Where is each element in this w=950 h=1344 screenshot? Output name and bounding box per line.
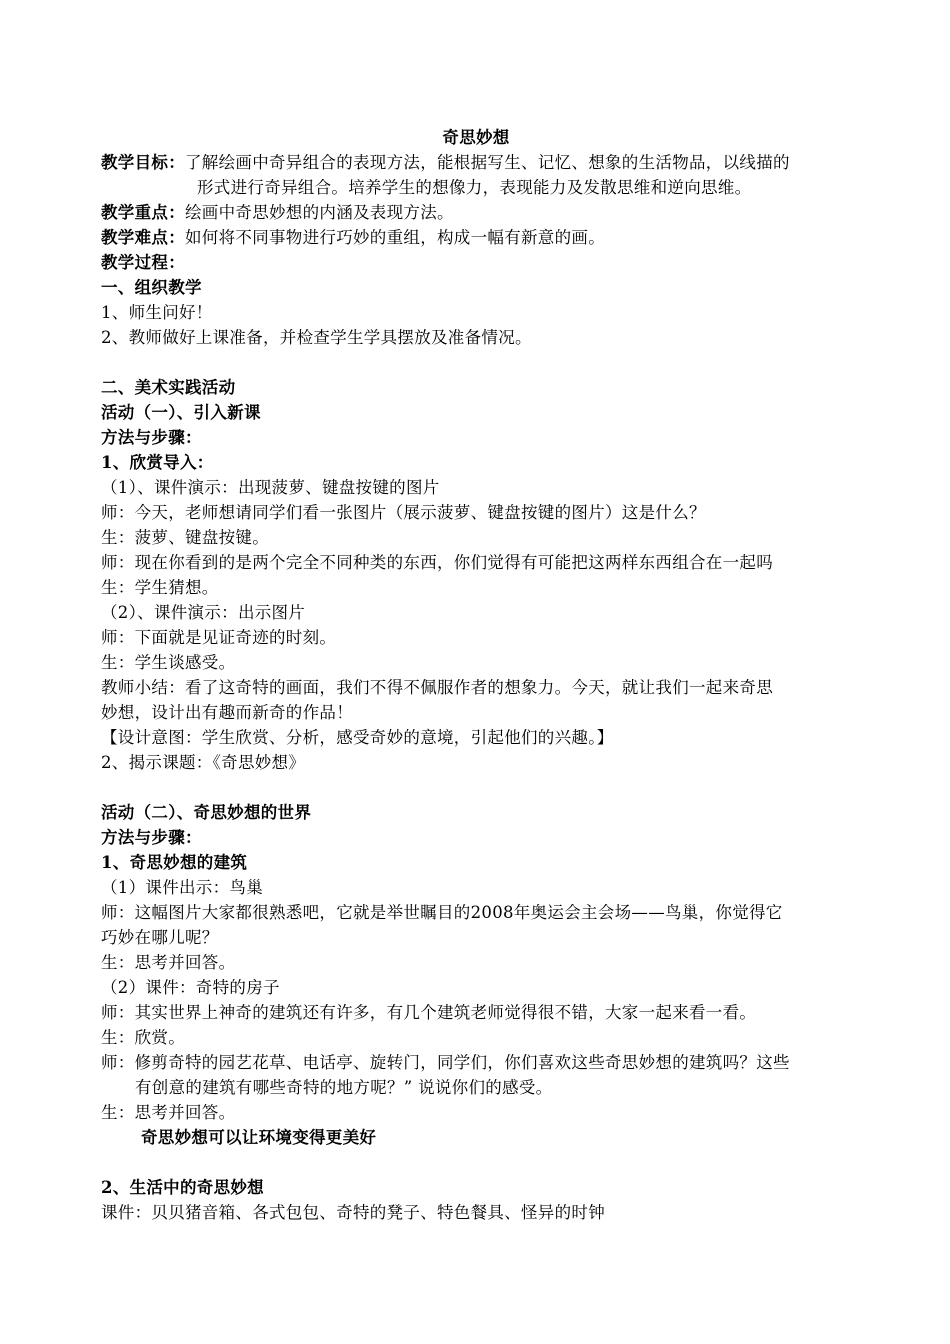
activity-2-teacher-continued: 有创意的建筑有哪些奇特的地方呢？” 说说你们的感受。: [135, 1078, 553, 1097]
activity-1-line: （2）、课件演示：出示图片: [101, 603, 306, 622]
teaching-goals: [101, 150, 861, 175]
process-label: 教学过程：: [101, 253, 185, 272]
activity-1-heading: 活动（一）、引入新课: [101, 403, 261, 422]
activity-2-line: 生：思考并回答。: [101, 953, 236, 972]
activity-2-line: （2）课件：奇特的房子: [101, 978, 280, 997]
teaching-goals-label: 教学目标：: [101, 153, 185, 172]
section-1-item: 1、师生问好！: [101, 303, 213, 322]
activity-1-line: 师：今天，老师想请同学们看一张图片（展示菠萝、键盘按键的图片）这是什么？: [101, 503, 706, 522]
activity-1-line: 生：菠萝、键盘按键。: [101, 528, 269, 547]
page-title: 奇思妙想: [442, 128, 510, 147]
activity-1-step-1: 1、欣赏导入：: [101, 453, 214, 472]
teaching-difficulty: [101, 225, 861, 250]
activity-1-line: 【设计意图：学生欣赏、分析，感受奇妙的意境，引起他们的兴趣。】: [101, 728, 614, 747]
spacer: [101, 350, 861, 375]
teaching-key-point: [101, 200, 861, 225]
activity-1-line: 师：现在你看到的是两个完全不同种类的东西，你们觉得有可能把这两样东西组合在一起吗: [101, 553, 773, 572]
activity-2-summary: 奇思妙想可以让环境变得更美好: [141, 1128, 377, 1147]
difficulty-label: 教学难点：: [101, 228, 185, 247]
activity-1-line: 教师小结：看了这奇特的画面，我们不得不佩服作者的想象力。今天，就让我们一起来奇思: [101, 678, 773, 697]
activity-2-line: 师：修剪奇特的园艺花草、电话亭、旋转门，同学们，你们喜欢这些奇思妙想的建筑吗？这些: [101, 1053, 790, 1072]
activity-2-method: 方法与步骤：: [101, 828, 202, 847]
activity-1-line: （1）、课件演示：出现菠萝、键盘按键的图片: [101, 478, 440, 497]
activity-1-method: 方法与步骤：: [101, 428, 202, 447]
activity-1-line: 2、揭示课题：《奇思妙想》: [101, 753, 306, 772]
key-point-text: 绘画中奇思妙想的内涵及表现方法。: [185, 203, 454, 222]
activity-2-student-answer: 生：思考并回答。: [101, 1103, 236, 1122]
activity-2-line: 师：其实世界上神奇的建筑还有许多，有几个建筑老师觉得很不错，大家一起来看一看。: [101, 1003, 757, 1022]
spacer: [101, 775, 861, 800]
activity-2-step-1: 1、奇思妙想的建筑: [101, 853, 248, 872]
section-2-heading: 二、美术实践活动: [101, 378, 236, 397]
activity-2-line: 巧妙在哪儿呢？: [101, 928, 219, 947]
section-1-item: 2、教师做好上课准备，并检查学生学具摆放及准备情况。: [101, 328, 532, 347]
section-1-heading: 一、组织教学: [101, 278, 202, 297]
activity-1-line: 师：下面就是见证奇迹的时刻。: [101, 628, 337, 647]
activity-1-line: 生：学生猜想。: [101, 578, 219, 597]
activity-2-heading: 活动（二）、奇思妙想的世界: [101, 803, 312, 822]
difficulty-text: 如何将不同事物进行巧妙的重组，构成一幅有新意的画。: [185, 228, 605, 247]
activity-1-line: 生：学生谈感受。: [101, 653, 236, 672]
activity-2-line: （1）课件出示：鸟巢: [101, 878, 263, 897]
activity-2-step-2: 2、生活中的奇思妙想: [101, 1178, 264, 1197]
teaching-goals-text-1: 了解绘画中奇异组合的表现方法，能根据写生、记忆、想象的生活物品，以线描的: [185, 153, 790, 172]
activity-2-courseware: 课件：贝贝猪音箱、各式包包、奇特的凳子、特色餐具、怪异的时钟: [101, 1203, 605, 1222]
key-point-label: 教学重点：: [101, 203, 185, 222]
teaching-goals-text-2: 形式进行奇异组合。培养学生的想像力，表现能力及发散思维和逆向思维。: [197, 178, 752, 197]
activity-2-line: 师：这幅图片大家都很熟悉吧，它就是举世瞩目的2008年奥运会主会场——鸟巢，你觉得它: [101, 903, 783, 922]
spacer: [101, 1150, 861, 1175]
activity-2-line: 生：欣赏。: [101, 1028, 185, 1047]
lesson-plan: [101, 125, 861, 1225]
activity-1-line: 妙想，设计出有趣而新奇的作品！: [101, 703, 353, 722]
